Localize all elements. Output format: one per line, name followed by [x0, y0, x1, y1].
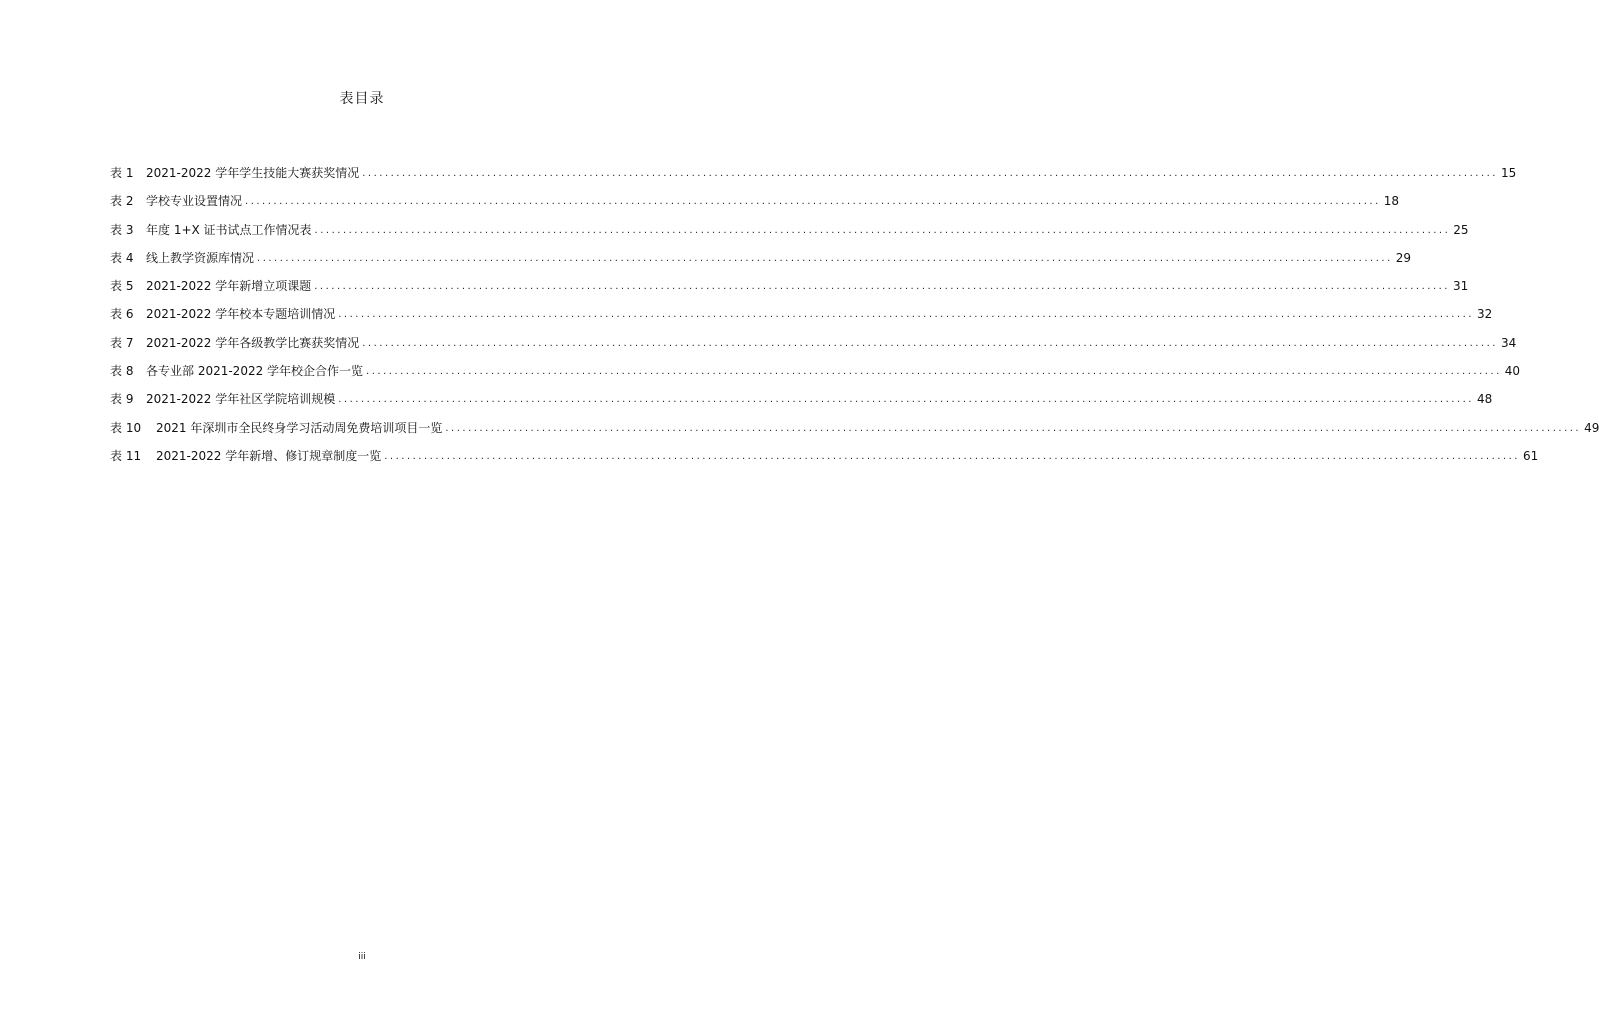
toc-entry-page: 61	[1522, 448, 1539, 463]
toc-entry[interactable]	[110, 418, 1599, 438]
toc-entry-page: 49	[1584, 420, 1599, 435]
table-of-tables-list	[110, 163, 1599, 474]
toc-entry[interactable]	[110, 191, 1400, 211]
toc-entry[interactable]	[110, 446, 1539, 466]
toc-entry-title: 年度 1+X 证书试点工作情况表	[146, 222, 312, 237]
toc-entry-label: 表 7	[110, 335, 134, 350]
toc-entry-title: 2021-2022 学年社区学院培训规模	[146, 392, 336, 407]
toc-entry[interactable]	[110, 361, 1521, 381]
toc-entry-label: 表 9	[110, 392, 134, 407]
toc-entry-title: 2021-2022 学年各级教学比赛获奖情况	[146, 335, 360, 350]
toc-leader-dots: ........................................................................................................................................................................................................	[362, 337, 1498, 349]
toc-entry-label: 表 10	[110, 420, 142, 435]
toc-leader-dots: ........................................................................................................................................................................................................	[338, 309, 1474, 321]
toc-leader-dots: ........................................................................................................................................................................................................	[384, 450, 1520, 462]
toc-entry-page: 31	[1452, 279, 1469, 294]
toc-entry-title: 2021-2022 学年新增、修订规章制度一览	[156, 448, 382, 463]
toc-entry[interactable]	[110, 389, 1493, 409]
toc-entry-title: 学校专业设置情况	[146, 194, 243, 209]
toc-entry[interactable]	[110, 248, 1412, 268]
toc-leader-dots: ........................................................................................................................................................................................................	[445, 422, 1582, 434]
toc-entry-label: 表 8	[110, 364, 134, 379]
toc-entry[interactable]	[110, 163, 1517, 183]
toc-entry-page: 18	[1383, 194, 1400, 209]
toc-leader-dots: ........................................................................................................................................................................................................	[245, 196, 1381, 208]
toc-leader-dots: ........................................................................................................................................................................................................	[338, 394, 1474, 406]
toc-entry[interactable]	[110, 276, 1469, 296]
toc-entry-label: 表 11	[110, 448, 142, 463]
toc-leader-dots: ........................................................................................................................................................................................................	[257, 252, 1393, 264]
toc-entry-title: 2021-2022 学年新增立项课题	[146, 279, 312, 294]
toc-leader-dots: ........................................................................................................................................................................................................	[362, 168, 1498, 179]
toc-entry-title: 线上教学资源库情况	[146, 250, 255, 265]
toc-entry-page: 40	[1504, 364, 1521, 379]
toc-leader-dots: ........................................................................................................................................................................................................	[314, 281, 1450, 293]
toc-entry-label: 表 3	[110, 222, 134, 237]
toc-entry[interactable]	[110, 304, 1493, 324]
toc-entry-label: 表 2	[110, 194, 134, 209]
toc-entry-title: 2021-2022 学年学生技能大赛获奖情况	[146, 166, 360, 180]
toc-entry-label: 表 6	[110, 307, 134, 322]
toc-entry[interactable]	[110, 220, 1469, 240]
toc-entry-title: 各专业部 2021-2022 学年校企合作一览	[146, 364, 364, 379]
toc-entry[interactable]	[110, 333, 1517, 353]
toc-entry-page: 32	[1476, 307, 1493, 322]
page-number: iii	[358, 952, 366, 962]
toc-entry-title: 2021-2022 学年校本专题培训情况	[146, 307, 336, 322]
page-title: 表目录	[339, 91, 385, 107]
toc-entry-page: 25	[1453, 222, 1469, 237]
toc-entry-title: 2021 年深圳市全民终身学习活动周免费培训项目一览	[156, 420, 443, 435]
toc-entry-label: 表 4	[110, 250, 134, 265]
toc-entry-page: 34	[1500, 335, 1517, 350]
toc-leader-dots: ........................................................................................................................................................................................................	[314, 224, 1451, 236]
toc-entry-page: 15	[1500, 166, 1517, 180]
toc-entry-label: 表 5	[110, 279, 134, 294]
toc-entry-page: 48	[1476, 392, 1493, 407]
toc-entry-label: 表 1	[110, 166, 134, 180]
toc-leader-dots: ........................................................................................................................................................................................................	[366, 366, 1502, 378]
toc-entry-page: 29	[1395, 250, 1412, 265]
